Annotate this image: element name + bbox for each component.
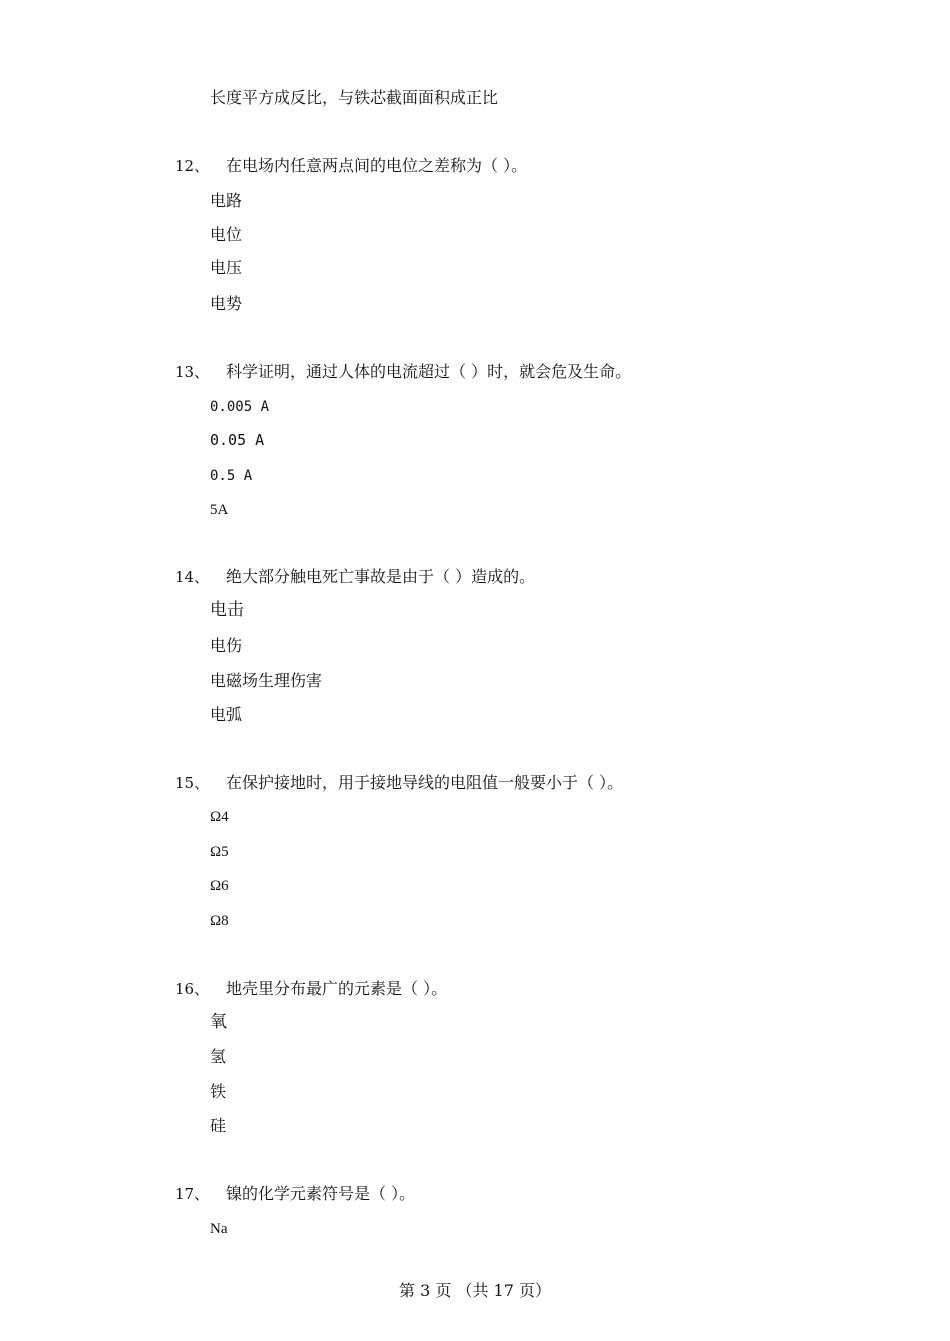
question-text: 镍的化学元素符号是（ ）。 [226, 1184, 416, 1203]
option-16-b: 氢 [210, 1047, 227, 1066]
question-text: 科学证明，通过人体的电流超过（ ）时，就会危及生命。 [226, 362, 632, 381]
question-text: 在电场内任意两点间的电位之差称为（ ）。 [226, 156, 528, 175]
option-17-a: Na [210, 1221, 228, 1237]
option-13-a: 0.005 A [210, 399, 270, 415]
question-text: 绝大部分触电死亡事故是由于（ ）造成的。 [226, 567, 536, 586]
option-14-d: 电弧 [210, 705, 243, 724]
option-13-d: 5A [210, 502, 229, 518]
option-15-a: Ω4 [210, 809, 229, 825]
option-16-c: 铁 [210, 1082, 227, 1101]
option-14-c: 电磁场生理伤害 [210, 671, 323, 690]
option-13-b: 0.05 A [210, 431, 265, 449]
question-number: 14、 [175, 568, 210, 586]
option-15-c: Ω6 [210, 878, 229, 894]
option-12-d: 电势 [210, 294, 243, 313]
question-number: 15、 [175, 774, 210, 792]
continued-answer-text: 长度平方成反比，与铁芯截面面积成正比 [210, 88, 499, 107]
page-footer: 第 3 页 （共 17 页） [399, 1281, 551, 1300]
question-number: 16、 [175, 980, 210, 998]
option-14-a: 电击 [210, 600, 244, 620]
option-12-a: 电路 [210, 191, 243, 210]
option-14-b: 电伤 [210, 636, 243, 655]
option-15-d: Ω8 [210, 913, 229, 929]
option-12-b: 电位 [210, 225, 243, 244]
question-number: 13、 [175, 363, 210, 381]
option-16-a: 氧 [210, 1012, 227, 1032]
option-12-c: 电压 [210, 258, 243, 277]
question-number: 12、 [175, 157, 210, 175]
question-number: 17、 [175, 1185, 210, 1203]
question-text: 地壳里分布最广的元素是（ ）。 [226, 979, 448, 998]
option-16-d: 硅 [210, 1116, 227, 1135]
option-13-c: 0.5 A [210, 468, 253, 484]
option-15-b: Ω5 [210, 844, 229, 860]
question-text: 在保护接地时，用于接地导线的电阻值一般要小于（ ）。 [226, 773, 624, 792]
